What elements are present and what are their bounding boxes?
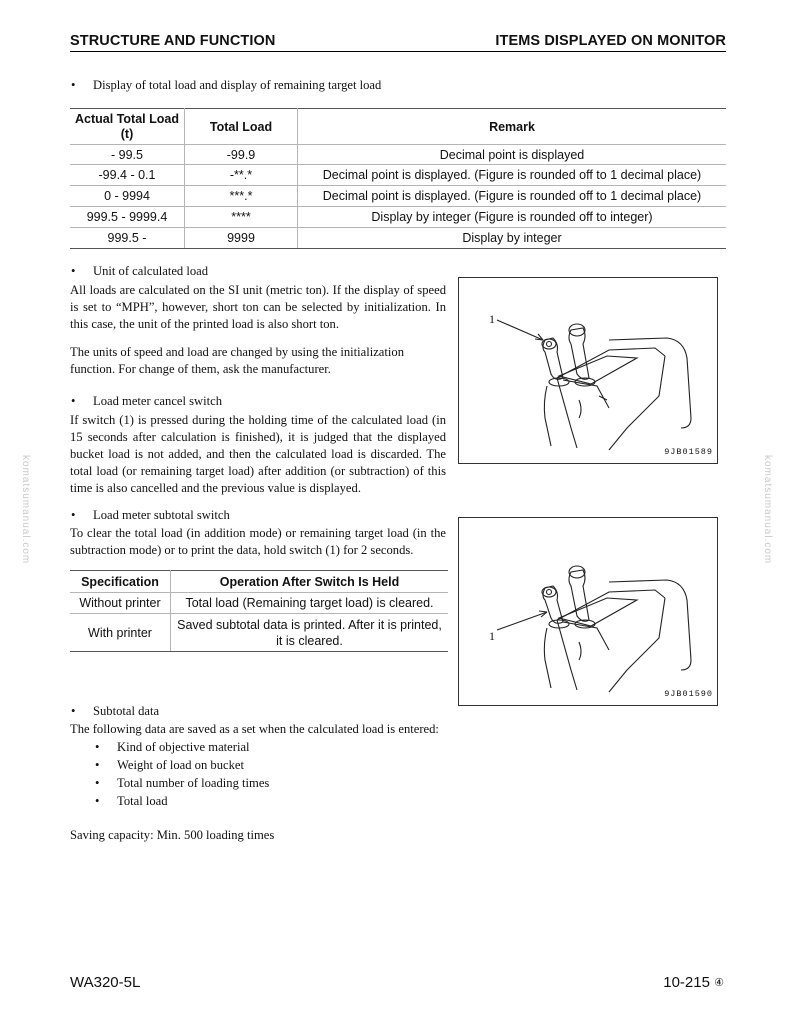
list-item: • Weight of load on bucket [117, 757, 244, 774]
figure-callout: 1 [489, 312, 495, 326]
saving-capacity: Saving capacity: Min. 500 loading times [70, 828, 275, 842]
table-cell: 0 - 9994 [70, 186, 185, 207]
table-cell: -99.4 - 0.1 [70, 165, 185, 186]
watermark-right: komatsumanual.com [762, 455, 773, 565]
subtotal-switch-paragraph: To clear the total load (in addition mode) or remaining target load (in the subtraction mode) or to print the data, hold switch (1) for 2 seconds. [70, 526, 446, 557]
table-cell: With printer [70, 614, 171, 652]
watermark-left: komatsumanual.com [20, 455, 31, 565]
table-row [70, 593, 448, 614]
cancel-switch-bullet: • Load meter cancel switch [93, 393, 222, 410]
footer-revision: ④ [714, 977, 724, 989]
load-table-header: Total Load [185, 109, 298, 145]
subtotal-data-intro: The following data are saved as a set when the calculated load is entered: [70, 722, 439, 736]
table-cell: -**.* [185, 165, 298, 186]
table-cell: 999.5 - 9999.4 [70, 207, 185, 228]
footer-model: WA320-5L [70, 974, 141, 991]
figure-subtotal-switch [458, 517, 718, 706]
table-cell: -99.9 [185, 145, 298, 165]
figure-code: 9JB01590 [664, 689, 713, 699]
table-cell: Display by integer (Figure is rounded off to integer) [298, 207, 727, 228]
subtotal-data-bullet: • Subtotal data [93, 703, 159, 720]
list-item: • Kind of objective material [117, 739, 250, 756]
table-cell: ***.* [185, 186, 298, 207]
table-row [70, 207, 726, 228]
table-cell: Decimal point is displayed. (Figure is rounded off to 1 decimal place) [298, 165, 727, 186]
lever-illustration [459, 518, 717, 705]
load-table-header: Remark [298, 109, 727, 145]
load-display-table [70, 108, 726, 249]
table-cell: Decimal point is displayed [298, 145, 727, 165]
header-chapter-title: ITEMS DISPLAYED ON MONITOR [495, 33, 726, 49]
spec-table-header: Specification [70, 571, 171, 593]
table-cell: Display by integer [298, 228, 727, 249]
unit-paragraph: All loads are calculated on the SI unit (metric ton). If the display of speed is set to “MPH”, however, short ton can be selected by initialization. In this case, the unit of the printed load is also short ton. [70, 283, 446, 331]
table-row [70, 614, 448, 652]
cancel-switch-paragraph: If switch (1) is pressed during the holding time of the calculated load (in 15 seconds after calculation is finished), it is judged that the displayed bucket load is not added, and then the calculated load is discarded. The total load (or remaining target load) after addition (or subtraction) of this time is also cancelled and the previous value is displayed. [70, 413, 446, 495]
load-table-header-row [70, 109, 726, 145]
table-cell: Total load (Remaining target load) is cleared. [171, 593, 449, 614]
table-cell: Decimal point is displayed. (Figure is rounded off to 1 decimal place) [298, 186, 727, 207]
table-cell: Without printer [70, 593, 171, 614]
intro-bullet: • Display of total load and display of remaining target load [93, 77, 381, 94]
load-table-header: Actual Total Load (t) [70, 109, 185, 145]
table-cell: 9999 [185, 228, 298, 249]
spec-table-header: Operation After Switch Is Held [171, 571, 449, 593]
footer-page [663, 974, 724, 991]
table-row [70, 228, 726, 249]
header-rule [70, 51, 726, 52]
table-cell: 999.5 - [70, 228, 185, 249]
unit-change-paragraph: The units of speed and load are changed by using the initialization function. For change of them, ask the manufacturer. [70, 345, 404, 376]
footer-page-number: 10-215 [663, 974, 710, 991]
unit-bullet: • Unit of calculated load [93, 263, 208, 280]
figure-code: 9JB01589 [664, 447, 713, 457]
table-cell: - 99.5 [70, 145, 185, 165]
switch-operation-table [70, 570, 448, 652]
figure-callout: 1 [489, 629, 495, 643]
spec-table-header-row [70, 571, 448, 593]
list-item: • Total number of loading times [117, 775, 269, 792]
table-row [70, 186, 726, 207]
subtotal-switch-bullet: • Load meter subtotal switch [93, 507, 230, 524]
list-item: • Total load [117, 793, 168, 810]
table-row [70, 145, 726, 165]
figure-cancel-switch [458, 277, 718, 464]
header-section-title: STRUCTURE AND FUNCTION [70, 33, 276, 49]
table-cell: Saved subtotal data is printed. After it is printed, it is cleared. [171, 614, 449, 652]
table-row [70, 165, 726, 186]
table-cell: **** [185, 207, 298, 228]
lever-illustration [459, 278, 717, 463]
